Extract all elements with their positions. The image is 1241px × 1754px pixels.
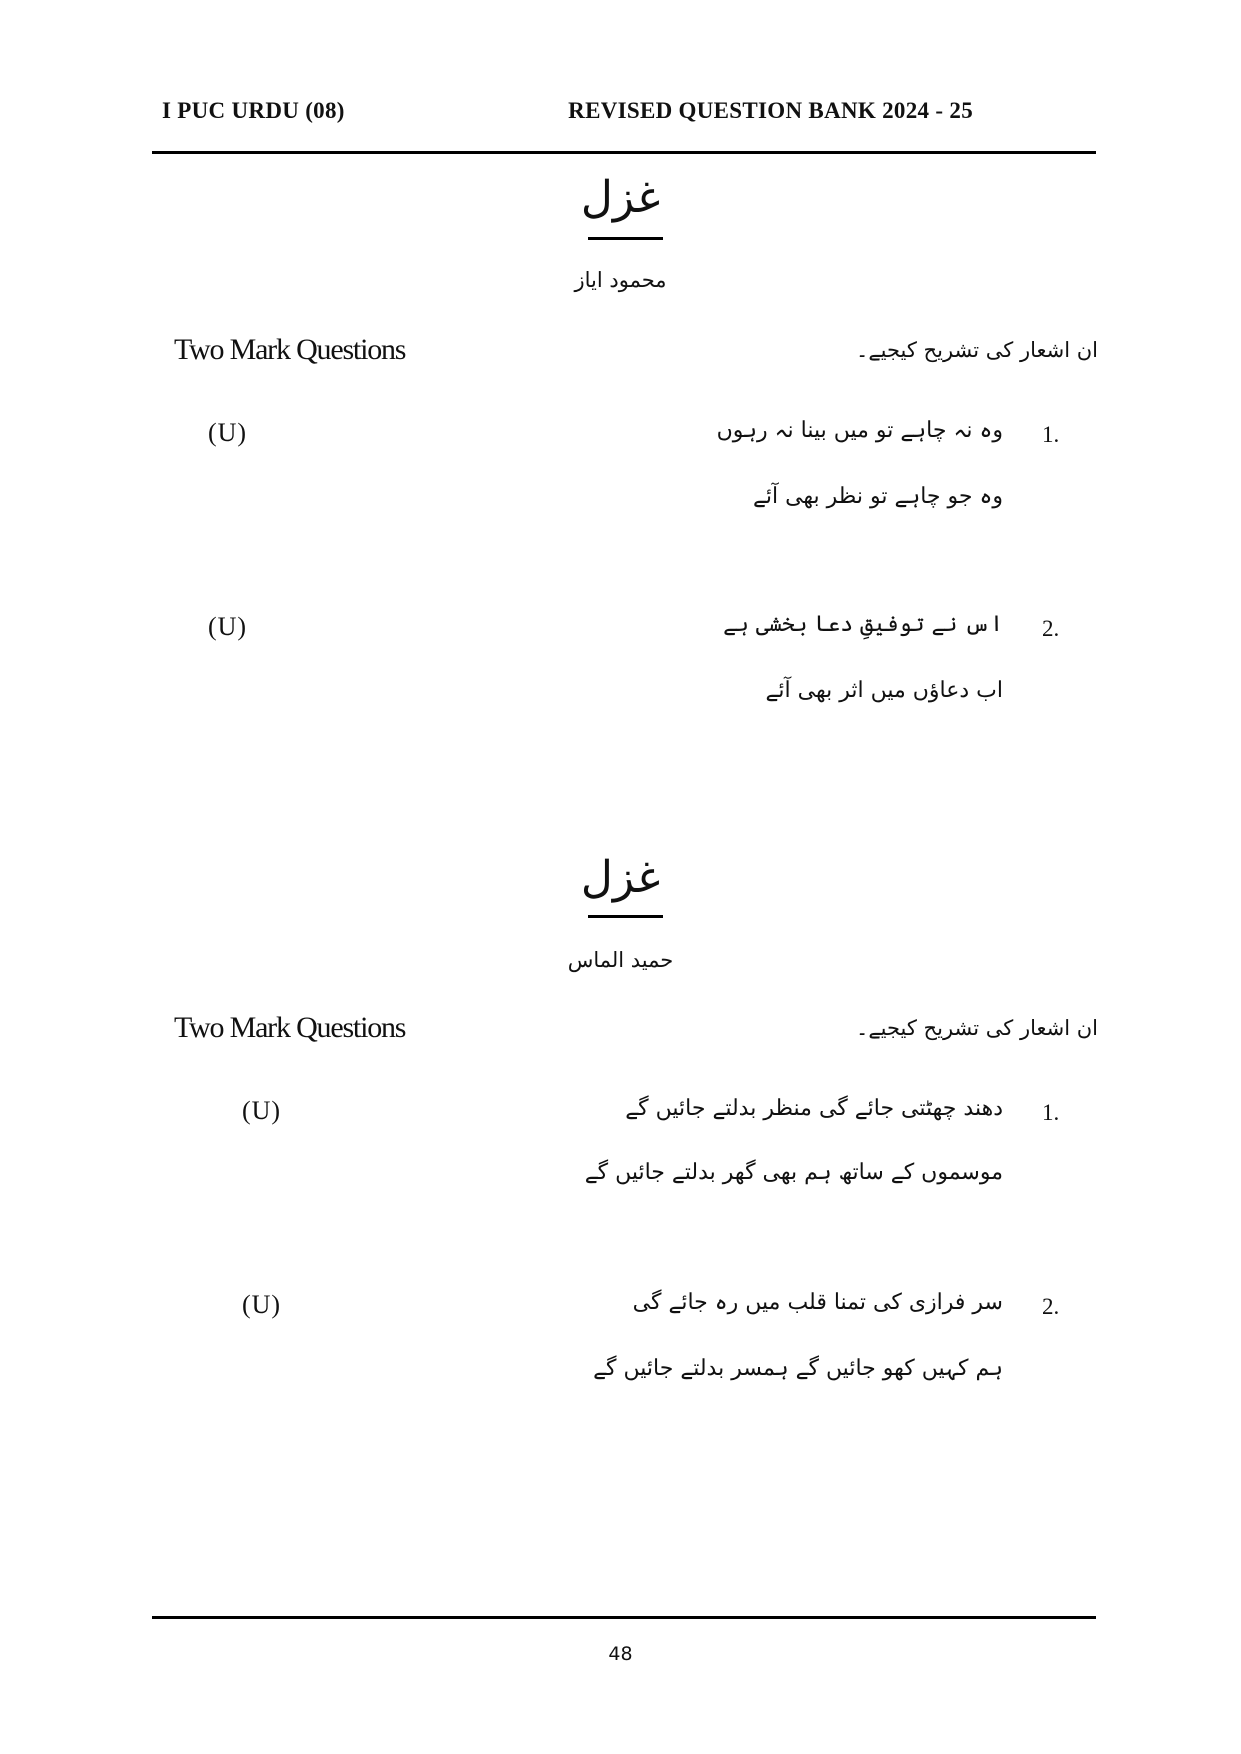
header-rule — [152, 151, 1096, 154]
question-number: 2. — [1042, 1294, 1060, 1319]
poet-name: محمود ایاز — [574, 268, 667, 292]
question-mark-label: (U) — [208, 612, 248, 641]
verse-line: وہ جو چاہے تو نظر بھی آئے — [752, 484, 1003, 509]
verse-line: دھند چھٹتی جائے گی منظر بدلتے جائیں گے — [625, 1096, 1003, 1121]
section-title-underline — [588, 237, 663, 240]
question-mark-label: (U) — [208, 418, 248, 447]
instruction: ان اشعار کی تشریح کیجیے۔ — [856, 338, 1098, 362]
verse-line: وہ نہ چاہے تو میں بینا نہ رہوں — [716, 418, 1003, 443]
instruction: ان اشعار کی تشریح کیجیے۔ — [856, 1016, 1098, 1040]
verse-line: ہم کہیں کھو جائیں گے ہمسر بدلتے جائیں گے — [593, 1356, 1003, 1381]
section-title: غزل — [580, 852, 661, 903]
question-mark-label: (U) — [242, 1290, 282, 1319]
verse-line: اب دعاؤں میں اثر بھی آئے — [765, 678, 1003, 703]
question-number: 2. — [1042, 616, 1060, 641]
marks-heading: Two Mark Questions — [174, 1011, 406, 1044]
verse-line: اس نے توفیقِ دعا بخشی ہے — [723, 612, 1003, 637]
section-title: غزل — [580, 172, 661, 223]
poet-name: حمید الماس — [567, 948, 674, 972]
header-right-title: REVISED QUESTION BANK 2024 - 25 — [568, 98, 973, 123]
question-mark-label: (U) — [242, 1096, 282, 1125]
page-number: 48 — [608, 1643, 633, 1665]
verse-line: موسموں کے ساتھ ہم بھی گھر بدلتے جائیں گے — [584, 1160, 1003, 1185]
header-left-title: I PUC URDU (08) — [162, 98, 345, 123]
section-title-underline — [588, 915, 663, 918]
footer-rule — [152, 1616, 1096, 1619]
verse-line: سر فرازی کی تمنا قلب میں رہ جائے گی — [632, 1290, 1003, 1315]
question-number: 1. — [1042, 1100, 1060, 1125]
question-number: 1. — [1042, 422, 1060, 447]
marks-heading: Two Mark Questions — [174, 333, 406, 366]
